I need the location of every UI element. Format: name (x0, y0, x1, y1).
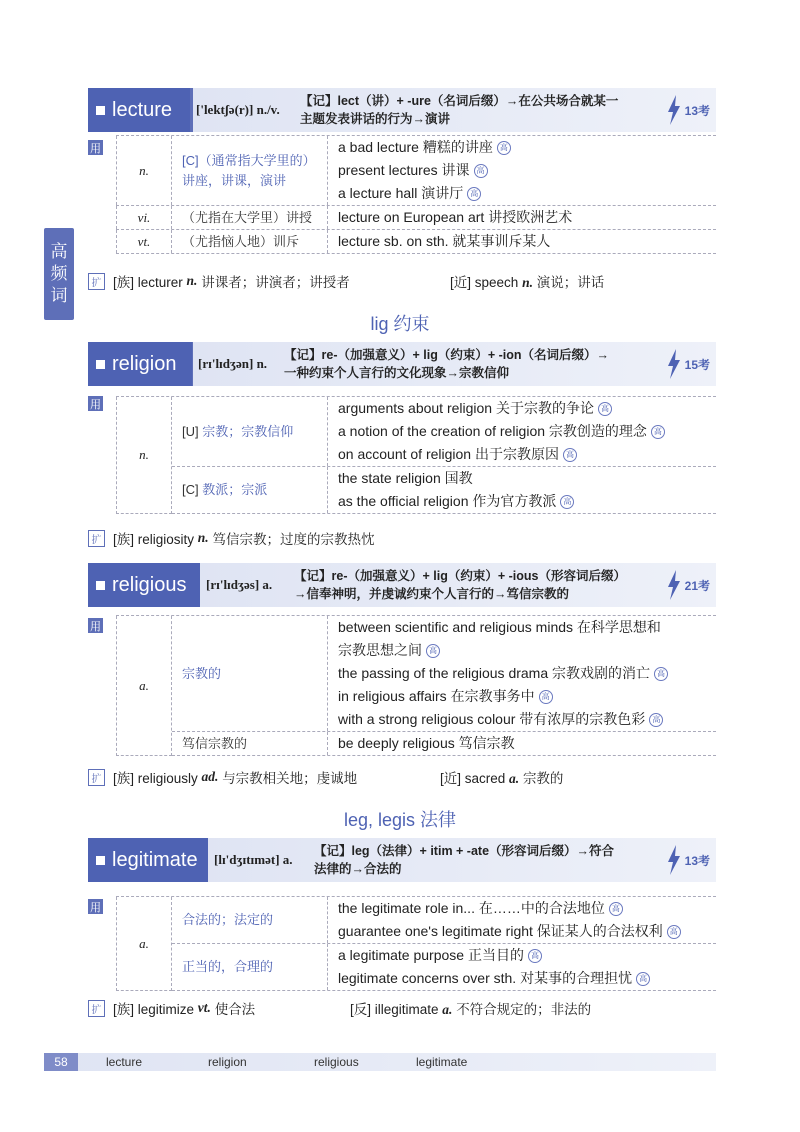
page-number: 58 (44, 1053, 78, 1071)
examples: arguments about religion 关于宗教的争论 高 a notion of the creation of religion 宗教创造的理念 高 on account of religion 出于宗教原因 高 (328, 397, 716, 466)
definition: 宗教的 (172, 616, 328, 731)
high-freq-mark-icon: 高 (539, 690, 553, 704)
table-row (172, 732, 716, 756)
related-words: 扩 [族] lecturer n. 讲课者；讲演者；讲授者 [近] speech n. 演说；讲话 (88, 271, 716, 291)
usage-icon: 用 (88, 140, 103, 155)
entry-religious (88, 563, 716, 786)
definition: [C] 教派；宗派 (172, 467, 328, 513)
high-freq-mark-icon: 高 (528, 949, 542, 963)
etymology: 【记】re-（加强意义）+ lig（约束）+ -ious（形容词后缀） →信奉神明，并虔诚约束个人言行的→笃信宗教的 (294, 569, 626, 601)
table-row (116, 136, 716, 206)
usage-table (116, 615, 716, 756)
table-row (172, 397, 716, 467)
high-freq-mark-icon: 高 (598, 402, 612, 416)
high-freq-mark-icon: 高 (474, 164, 488, 178)
high-freq-mark-icon: 高 (651, 425, 665, 439)
exam-count: 15考 (667, 342, 710, 386)
high-freq-mark-icon: 高 (426, 644, 440, 658)
entry-lecture (88, 88, 716, 290)
etymology: 【记】leg（法律）+ itim + -ate（形容词后缀）→符合 法律的→合法的 (314, 844, 615, 876)
definition: [U] 宗教；宗教信仰 (172, 397, 328, 466)
table-row (172, 616, 716, 732)
usage-table (116, 135, 716, 254)
entry-religion (88, 342, 716, 547)
expand-icon: 扩 (88, 1000, 105, 1017)
phonetic: ['lektʃə(r)] n./v. (196, 102, 280, 117)
definition: 正当的，合理的 (172, 944, 328, 990)
entry-header (88, 342, 716, 386)
side-tab-char: 频 (50, 264, 68, 283)
usage-table (116, 396, 716, 514)
pos-label: n. (116, 397, 172, 514)
side-tab-char: 高 (50, 242, 68, 261)
exam-count: 21考 (667, 563, 710, 607)
footer-word: legitimate (416, 1055, 468, 1069)
phonetic: [rɪ'lɪdʒəs] a. (206, 577, 273, 592)
examples: a bad lecture 糟糕的讲座 高 present lectures 讲课 高 a lecture hall 演讲厅 高 (328, 136, 716, 205)
entry-header (88, 838, 716, 882)
related-words: 扩 [族] religiously ad. 与宗教相关地；虔诚地 [近] sacred a. 宗教的 (88, 767, 716, 787)
high-freq-mark-icon: 高 (497, 141, 511, 155)
high-freq-mark-icon: 高 (667, 925, 681, 939)
related-words: 扩 [族] legitimize vt. 使合法 [反] illegitimate a. 不符合规定的；非法的 (88, 998, 716, 1018)
definition: 合法的；法定的 (172, 897, 328, 943)
examples: the state religion 国教 as the official religion 作为官方教派 高 (328, 467, 716, 513)
footer-word: lecture (106, 1055, 143, 1069)
lightning-icon (667, 349, 681, 379)
section-tab (44, 228, 74, 320)
headword: religious (88, 563, 200, 607)
pos-label: vi. (116, 206, 172, 229)
related-words: 扩 [族] religiosity n. 笃信宗教；过度的宗教热忱 (88, 528, 716, 548)
pos-label: n. (116, 136, 172, 205)
table-row (172, 467, 716, 514)
examples: lecture sb. on sth. 就某事训斥某人 (338, 233, 551, 249)
usage-table (116, 896, 716, 991)
usage-icon: 用 (88, 396, 103, 411)
headword: legitimate (88, 838, 208, 882)
examples: a legitimate purpose 正当目的 高 legitimate concerns over sth. 对某事的合理担忧 高 (328, 944, 716, 990)
definition: 笃信宗教的 (172, 732, 328, 755)
entry-header (88, 88, 716, 132)
expand-icon: 扩 (88, 769, 105, 786)
phonetic: [rɪ'lɪdʒən] n. (198, 356, 268, 371)
table-row (172, 944, 716, 991)
lightning-icon (667, 95, 681, 125)
headword: lecture (88, 88, 190, 132)
expand-icon: 扩 (88, 273, 105, 290)
high-freq-mark-icon: 高 (609, 902, 623, 916)
entry-header (88, 563, 716, 607)
table-row (116, 206, 716, 230)
high-freq-mark-icon: 高 (654, 667, 668, 681)
exam-count: 13考 (667, 88, 710, 132)
pos-label: vt. (116, 230, 172, 253)
footer-word: religious (314, 1055, 359, 1069)
high-freq-mark-icon: 高 (636, 972, 650, 986)
table-row (172, 897, 716, 944)
page-footer (44, 1053, 716, 1071)
high-freq-mark-icon: 高 (563, 448, 577, 462)
expand-icon: 扩 (88, 530, 105, 547)
high-freq-mark-icon: 高 (649, 713, 663, 727)
lightning-icon (667, 570, 681, 600)
exam-count: 13考 (667, 838, 710, 882)
pos-label: a. (116, 897, 172, 991)
phonetic: [lɪ'dʒɪtɪmət] a. (214, 852, 293, 867)
pos-label: a. (116, 616, 172, 756)
etymology: 【记】lect（讲）+ -ure（名词后缀）→在公共场合就某一 主题发表讲话的行为→演讲 (300, 94, 619, 126)
high-freq-mark-icon: 高 (467, 187, 481, 201)
etymology: 【记】re-（加强意义）+ lig（约束）+ -ion（名词后缀）→ 一种约束个人言行的文化现象→宗教信仰 (284, 348, 610, 380)
headword: religion (88, 342, 192, 386)
side-tab-char: 词 (50, 286, 68, 305)
examples: lecture on European art 讲授欧洲艺术 (338, 209, 573, 225)
high-freq-mark-icon: 高 (560, 495, 574, 509)
usage-icon: 用 (88, 899, 103, 914)
examples: be deeply religious 笃信宗教 (338, 735, 515, 751)
table-row (116, 230, 716, 254)
definition: （尤指在大学里）讲授 (172, 206, 328, 229)
examples: the legitimate role in... 在……中的合法地位 高 guarantee one's legitimate right 保证某人的合法权利 高 (328, 897, 716, 943)
lightning-icon (667, 845, 681, 875)
definition: [C]（通常指大学里的） 讲座，讲课，演讲 (172, 136, 328, 205)
root-heading: lig 约束 (370, 314, 430, 334)
footer-word: religion (208, 1055, 247, 1069)
examples: between scientific and religious minds 在科学思想和 宗教思想之间 高 the passing of the religious drama 宗教戏剧的消亡 高 in religious affairs 在宗教事务中 高 with a strong religious colour 带有浓厚的宗教色彩 高 (328, 616, 716, 731)
usage-icon: 用 (88, 618, 103, 633)
entry-legitimate (88, 838, 716, 1017)
root-heading: leg, legis 法律 (343, 810, 457, 830)
definition: （尤指恼人地）训斥 (172, 230, 328, 253)
